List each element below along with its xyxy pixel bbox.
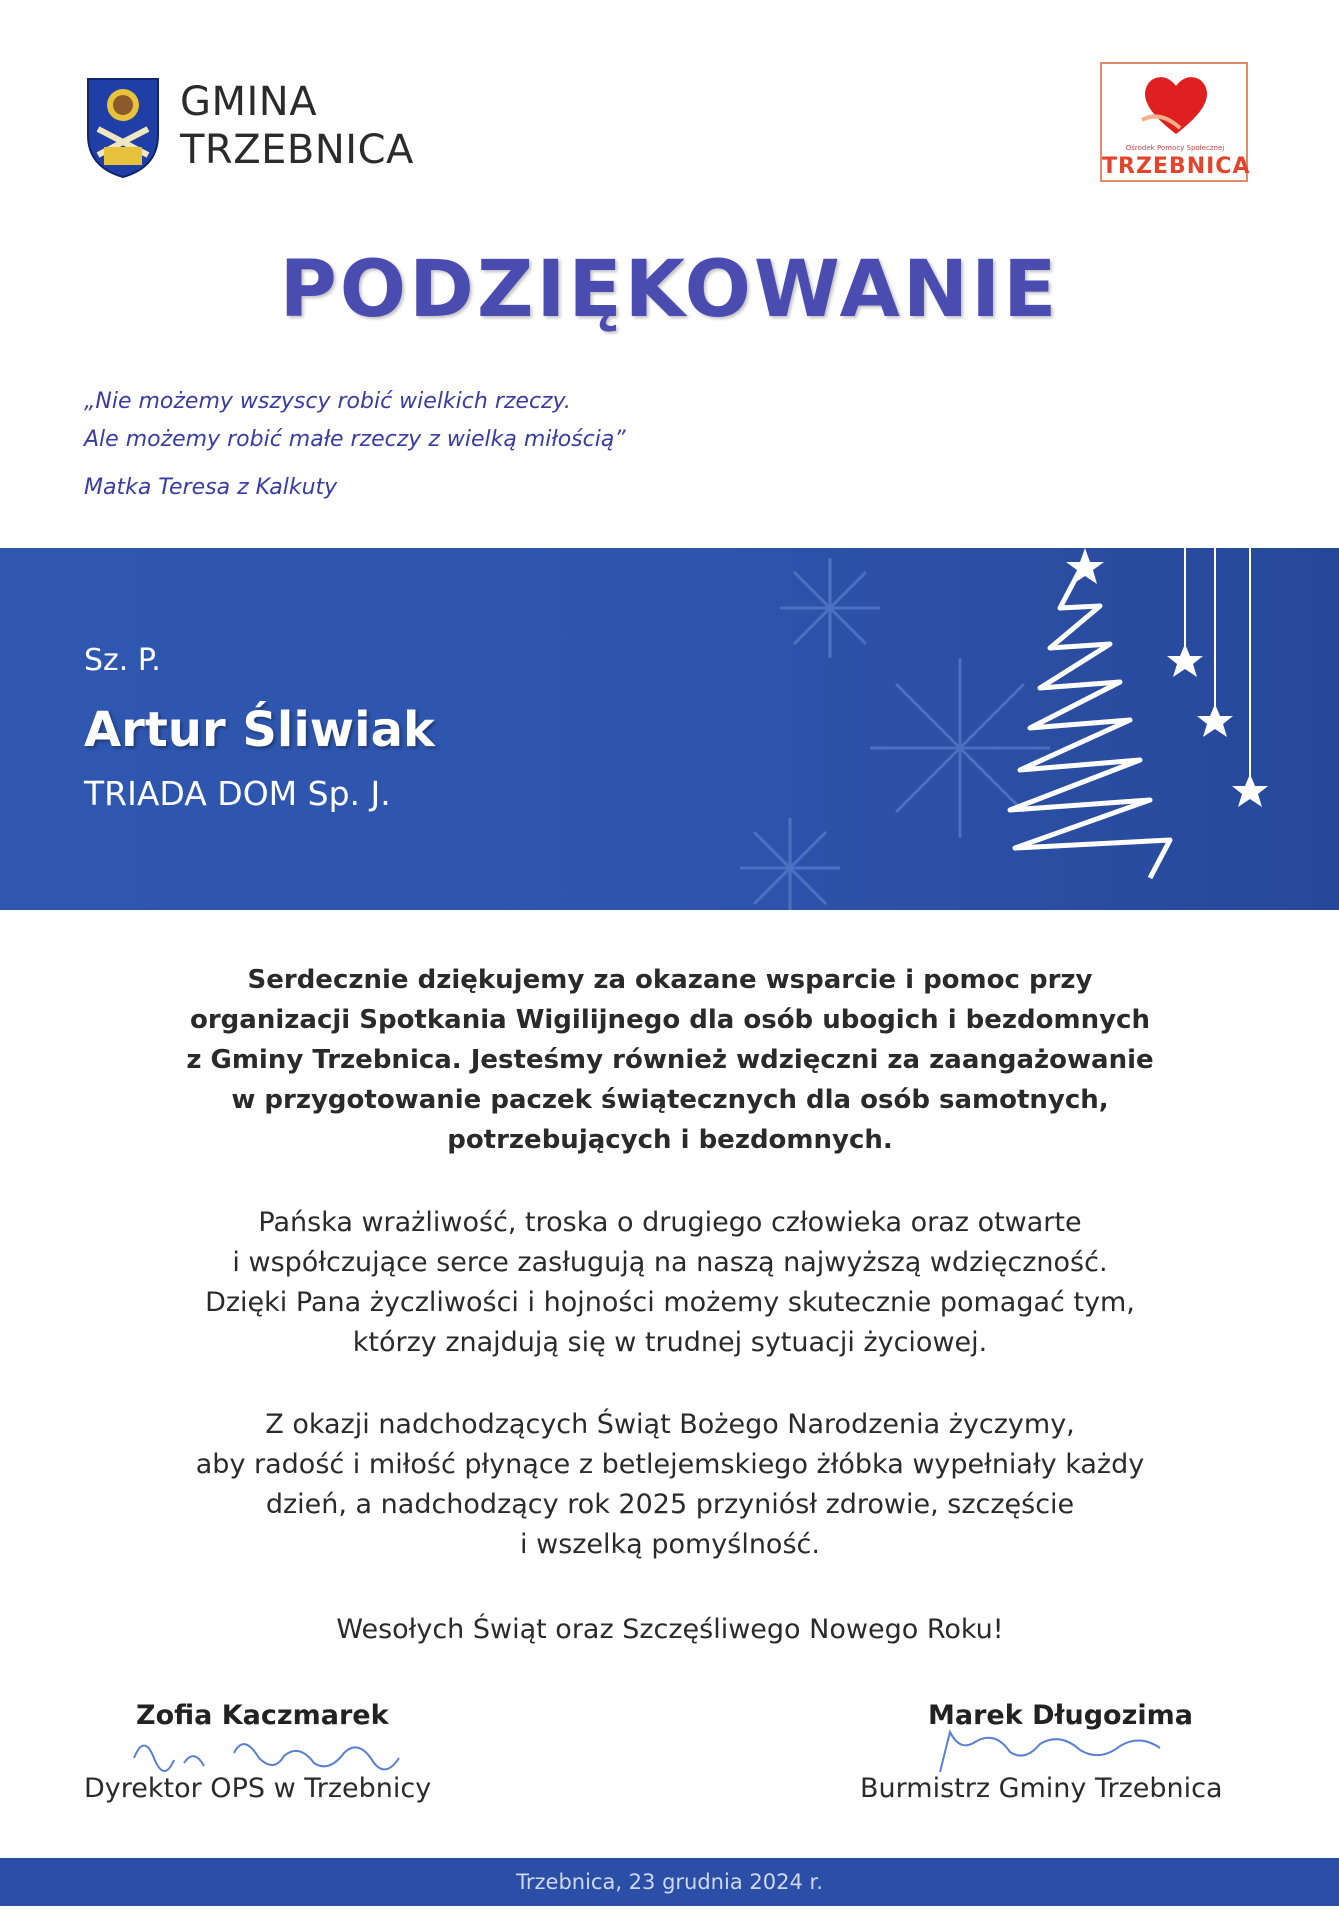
signatory-role-left: Dyrektor OPS w Trzebnicy — [84, 1773, 432, 1804]
text-line: z Gminy Trzebnica. Jesteśmy również wdzięczni za zaangażowanie — [186, 1045, 1154, 1075]
signature-right — [860, 1700, 1260, 1804]
text-line: w przygotowanie paczek świątecznych dla osób samotnych, — [231, 1085, 1109, 1115]
signatory-role-right: Burmistrz Gminy Trzebnica — [860, 1773, 1223, 1804]
ops-logo-subtitle: Ośrodek Pomocy Społecznej — [1125, 144, 1225, 152]
quote-author: Matka Teresa z Kalkuty — [84, 475, 338, 500]
org-name — [180, 78, 414, 174]
paragraph-wishes — [90, 1405, 1250, 1565]
text-line: Pańska wrażliwość, troska o drugiego człowieka oraz otwarte — [258, 1207, 1082, 1238]
quote — [84, 383, 626, 507]
text-line: Z okazji nadchodzących Świąt Bożego Narodzenia życzymy, — [265, 1409, 1075, 1440]
text-line: organizacji Spotkania Wigilijnego dla osób ubogich i bezdomnych — [190, 1005, 1150, 1035]
text-line: Dzięki Pana życzliwości i hojności możemy skutecznie pomagać tym, — [205, 1287, 1135, 1318]
heart-icon — [1140, 70, 1212, 138]
signatory-name-right: Marek Długozima — [928, 1700, 1193, 1731]
org-name-line2: TRZEBNICA — [180, 127, 414, 173]
footer-place-date: Trzebnica, 23 grudnia 2024 r. — [0, 1858, 1339, 1906]
paragraph-gratitude — [90, 1203, 1250, 1363]
text-line: Serdecznie dziękujemy za okazane wsparcie i pomoc przy — [247, 965, 1093, 995]
coat-of-arms-icon — [84, 75, 162, 181]
signatory-name-left: Zofia Kaczmarek — [136, 1700, 389, 1731]
handwritten-signature-right — [920, 1722, 1200, 1782]
org-name-line1: GMINA — [180, 79, 318, 125]
text-line: dzień, a nadchodzący rok 2025 przyniósł zdrowie, szczęście — [265, 1489, 1075, 1520]
ops-logo — [1100, 62, 1251, 182]
recipient-company: TRIADA DOM Sp. J. — [84, 774, 391, 813]
quote-line2: Ale możemy robić małe rzeczy z wielką miłością” — [84, 427, 626, 452]
document-title: PODZIĘKOWANIE — [279, 245, 1060, 335]
quote-line1: „Nie możemy wszyscy robić wielkich rzeczy. — [84, 389, 571, 414]
ops-logo-title: TRZEBNICA — [1102, 154, 1251, 179]
paragraph-thanks — [90, 960, 1250, 1160]
signature-left — [84, 1700, 464, 1804]
salutation: Sz. P. — [84, 643, 161, 678]
recipient-banner — [0, 548, 1339, 910]
closing-wishes: Wesołych Świąt oraz Szczęśliwego Nowego Roku! — [336, 1614, 1004, 1645]
text-line: potrzebujących i bezdomnych. — [447, 1125, 893, 1155]
text-line: aby radość i miłość płynące z betlejemskiego żłóbka wypełniały każdy — [195, 1449, 1145, 1480]
text-line: i wszelką pomyślność. — [520, 1529, 820, 1560]
text-line: i współczujące serce zasługują na naszą najwyższą wdzięczność. — [232, 1247, 1108, 1278]
text-line: którzy znajdują się w trudnej sytuacji życiowej. — [352, 1327, 988, 1358]
handwritten-signature-left — [124, 1728, 424, 1788]
recipient-name: Artur Śliwiak — [84, 702, 435, 758]
